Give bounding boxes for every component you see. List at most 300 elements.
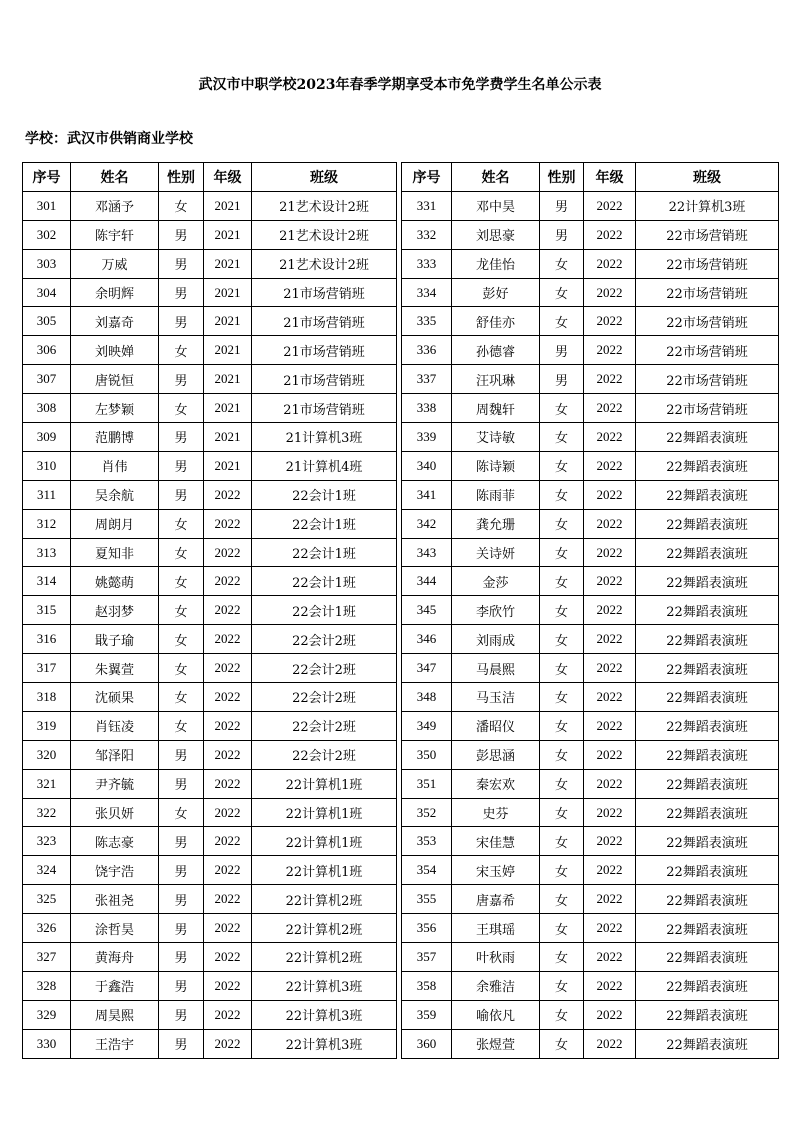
cell-name: 肖钰凌: [71, 711, 159, 740]
cell-gender: 男: [540, 220, 584, 249]
cell-name: 张贝妍: [71, 798, 159, 827]
school-label: 学校：武汉市供销商业学校: [25, 131, 193, 147]
cell-name: 陈志豪: [71, 827, 159, 856]
table-row: [402, 307, 779, 336]
cell-name: 刘雨成: [452, 625, 540, 654]
cell-gender: 男: [159, 885, 204, 914]
cell-grade: 2022: [584, 394, 636, 423]
cell-class: 21艺术设计2班: [252, 220, 397, 249]
cell-name: 邓中昊: [452, 191, 540, 220]
cell-number: 309: [23, 423, 71, 452]
cell-class: 22市场营销班: [636, 365, 779, 394]
cell-class: 22计算机1班: [252, 827, 397, 856]
cell-gender: 女: [540, 711, 584, 740]
cell-name: 马晨熙: [452, 654, 540, 683]
cell-gender: 女: [540, 914, 584, 943]
cell-name: 万威: [71, 249, 159, 278]
table-row: [402, 856, 779, 885]
cell-name: 陈宇轩: [71, 220, 159, 249]
cell-name: 余明辉: [71, 278, 159, 307]
table-row: [402, 654, 779, 683]
cell-grade: 2021: [204, 451, 252, 480]
cell-class: 22舞蹈表演班: [636, 451, 779, 480]
cell-grade: 2022: [584, 538, 636, 567]
table-row: [23, 798, 397, 827]
cell-class: 21市场营销班: [252, 336, 397, 365]
table-row: [402, 249, 779, 278]
cell-name: 关诗妍: [452, 538, 540, 567]
cell-gender: 女: [159, 394, 204, 423]
cell-grade: 2022: [584, 307, 636, 336]
cell-grade: 2021: [204, 365, 252, 394]
cell-gender: 男: [159, 249, 204, 278]
table-row: [23, 769, 397, 798]
cell-gender: 女: [540, 307, 584, 336]
header-gender: 性别: [159, 163, 204, 192]
cell-name: 涂哲昊: [71, 914, 159, 943]
cell-class: 21计算机3班: [252, 423, 397, 452]
header-number: 序号: [402, 163, 452, 192]
cell-grade: 2022: [204, 509, 252, 538]
cell-gender: 女: [159, 798, 204, 827]
cell-number: 322: [23, 798, 71, 827]
cell-number: 343: [402, 538, 452, 567]
cell-class: 21市场营销班: [252, 278, 397, 307]
cell-class: 22会计1班: [252, 567, 397, 596]
cell-class: 22舞蹈表演班: [636, 914, 779, 943]
cell-class: 22会计1班: [252, 538, 397, 567]
cell-name: 唐嘉希: [452, 885, 540, 914]
table-row: [23, 249, 397, 278]
cell-class: 22市场营销班: [636, 394, 779, 423]
cell-grade: 2022: [204, 943, 252, 972]
cell-number: 338: [402, 394, 452, 423]
table-row: [402, 220, 779, 249]
cell-gender: 女: [540, 596, 584, 625]
cell-class: 22舞蹈表演班: [636, 683, 779, 712]
cell-name: 艾诗敏: [452, 423, 540, 452]
cell-grade: 2022: [204, 1029, 252, 1058]
cell-grade: 2022: [204, 914, 252, 943]
cell-number: 346: [402, 625, 452, 654]
table-row: [23, 480, 397, 509]
cell-class: 22舞蹈表演班: [636, 943, 779, 972]
table-row: [402, 480, 779, 509]
cell-gender: 男: [159, 769, 204, 798]
cell-grade: 2022: [584, 914, 636, 943]
cell-grade: 2022: [204, 683, 252, 712]
cell-gender: 女: [159, 567, 204, 596]
table-row: [23, 394, 397, 423]
table-row: [402, 567, 779, 596]
cell-gender: 女: [159, 654, 204, 683]
cell-class: 22舞蹈表演班: [636, 654, 779, 683]
cell-grade: 2022: [204, 827, 252, 856]
cell-grade: 2022: [584, 336, 636, 365]
cell-grade: 2022: [204, 856, 252, 885]
table-row: [23, 711, 397, 740]
cell-gender: 男: [159, 278, 204, 307]
cell-gender: 女: [159, 336, 204, 365]
cell-name: 黄海舟: [71, 943, 159, 972]
cell-grade: 2021: [204, 278, 252, 307]
cell-class: 22舞蹈表演班: [636, 740, 779, 769]
cell-class: 22舞蹈表演班: [636, 827, 779, 856]
cell-number: 320: [23, 740, 71, 769]
cell-number: 359: [402, 1000, 452, 1029]
cell-class: 22市场营销班: [636, 249, 779, 278]
cell-class: 22舞蹈表演班: [636, 798, 779, 827]
cell-gender: 女: [540, 423, 584, 452]
table-row: [402, 769, 779, 798]
cell-number: 326: [23, 914, 71, 943]
cell-name: 唐锐恒: [71, 365, 159, 394]
cell-class: 22计算机1班: [252, 769, 397, 798]
table-row: [23, 596, 397, 625]
cell-name: 宋佳慧: [452, 827, 540, 856]
cell-number: 352: [402, 798, 452, 827]
cell-number: 335: [402, 307, 452, 336]
cell-grade: 2022: [584, 451, 636, 480]
cell-class: 22舞蹈表演班: [636, 885, 779, 914]
cell-gender: 女: [540, 538, 584, 567]
cell-grade: 2022: [584, 798, 636, 827]
cell-gender: 女: [159, 191, 204, 220]
cell-gender: 女: [159, 509, 204, 538]
table-row: [402, 191, 779, 220]
cell-number: 360: [402, 1029, 452, 1058]
table-body-right: [402, 191, 779, 1058]
cell-grade: 2021: [204, 307, 252, 336]
cell-number: 334: [402, 278, 452, 307]
table-row: [402, 1000, 779, 1029]
cell-grade: 2022: [584, 885, 636, 914]
cell-gender: 女: [540, 654, 584, 683]
table-row: [23, 423, 397, 452]
cell-grade: 2022: [204, 596, 252, 625]
cell-gender: 女: [540, 509, 584, 538]
cell-name: 秦宏欢: [452, 769, 540, 798]
cell-class: 22计算机3班: [636, 191, 779, 220]
cell-grade: 2022: [204, 971, 252, 1000]
table-row: [23, 278, 397, 307]
cell-name: 喻依凡: [452, 1000, 540, 1029]
cell-name: 余雅洁: [452, 971, 540, 1000]
table-row: [23, 191, 397, 220]
cell-class: 22舞蹈表演班: [636, 423, 779, 452]
cell-class: 22舞蹈表演班: [636, 971, 779, 1000]
cell-class: 22市场营销班: [636, 307, 779, 336]
cell-gender: 女: [159, 596, 204, 625]
header-class: 班级: [252, 163, 397, 192]
cell-gender: 男: [159, 365, 204, 394]
table-row: [402, 971, 779, 1000]
cell-name: 赵羽梦: [71, 596, 159, 625]
table-row: [23, 827, 397, 856]
cell-gender: 女: [540, 943, 584, 972]
cell-number: 330: [23, 1029, 71, 1058]
cell-grade: 2022: [204, 480, 252, 509]
cell-number: 323: [23, 827, 71, 856]
student-table-right: [401, 162, 779, 1059]
cell-grade: 2022: [204, 625, 252, 654]
cell-number: 348: [402, 683, 452, 712]
table-row: [402, 394, 779, 423]
table-row: [23, 1029, 397, 1058]
cell-name: 尹齐毓: [71, 769, 159, 798]
cell-number: 316: [23, 625, 71, 654]
cell-grade: 2022: [584, 711, 636, 740]
cell-name: 周朗月: [71, 509, 159, 538]
table-header-row: [23, 163, 397, 192]
cell-name: 张煜萱: [452, 1029, 540, 1058]
cell-gender: 女: [540, 971, 584, 1000]
cell-grade: 2022: [584, 683, 636, 712]
cell-number: 354: [402, 856, 452, 885]
cell-number: 324: [23, 856, 71, 885]
cell-number: 318: [23, 683, 71, 712]
table-row: [23, 336, 397, 365]
cell-gender: 男: [159, 307, 204, 336]
cell-gender: 男: [159, 740, 204, 769]
table-row: [23, 943, 397, 972]
table-row: [23, 451, 397, 480]
cell-grade: 2021: [204, 336, 252, 365]
table-row: [23, 885, 397, 914]
cell-number: 337: [402, 365, 452, 394]
cell-class: 21市场营销班: [252, 307, 397, 336]
cell-class: 22会计2班: [252, 683, 397, 712]
cell-grade: 2021: [204, 423, 252, 452]
table-row: [402, 740, 779, 769]
cell-class: 22计算机3班: [252, 1000, 397, 1029]
cell-name: 金莎: [452, 567, 540, 596]
table-row: [402, 885, 779, 914]
cell-class: 22舞蹈表演班: [636, 596, 779, 625]
cell-gender: 女: [159, 625, 204, 654]
cell-grade: 2022: [584, 191, 636, 220]
cell-gender: 女: [540, 740, 584, 769]
cell-number: 342: [402, 509, 452, 538]
cell-gender: 女: [540, 451, 584, 480]
cell-gender: 男: [159, 1000, 204, 1029]
cell-class: 22计算机2班: [252, 885, 397, 914]
cell-name: 陈诗颖: [452, 451, 540, 480]
cell-number: 303: [23, 249, 71, 278]
header-number: 序号: [23, 163, 71, 192]
cell-grade: 2022: [584, 220, 636, 249]
cell-gender: 女: [540, 1029, 584, 1058]
cell-class: 22计算机3班: [252, 971, 397, 1000]
cell-gender: 女: [540, 249, 584, 278]
cell-name: 潘昭仪: [452, 711, 540, 740]
cell-class: 22舞蹈表演班: [636, 711, 779, 740]
header-gender: 性别: [540, 163, 584, 192]
cell-number: 332: [402, 220, 452, 249]
cell-name: 李欣竹: [452, 596, 540, 625]
cell-gender: 女: [540, 278, 584, 307]
cell-class: 22市场营销班: [636, 220, 779, 249]
cell-name: 汪巩琳: [452, 365, 540, 394]
cell-grade: 2021: [204, 394, 252, 423]
cell-gender: 女: [540, 798, 584, 827]
cell-name: 饶宇浩: [71, 856, 159, 885]
cell-gender: 男: [540, 191, 584, 220]
cell-name: 叶秋雨: [452, 943, 540, 972]
cell-number: 356: [402, 914, 452, 943]
cell-name: 王琪瑶: [452, 914, 540, 943]
cell-gender: 男: [159, 1029, 204, 1058]
table-row: [23, 856, 397, 885]
cell-name: 邹泽阳: [71, 740, 159, 769]
cell-number: 347: [402, 654, 452, 683]
cell-class: 22舞蹈表演班: [636, 538, 779, 567]
table-row: [23, 509, 397, 538]
cell-number: 312: [23, 509, 71, 538]
cell-gender: 女: [540, 394, 584, 423]
cell-class: 22舞蹈表演班: [636, 769, 779, 798]
cell-number: 349: [402, 711, 452, 740]
cell-gender: 男: [159, 943, 204, 972]
table-row: [23, 654, 397, 683]
cell-number: 319: [23, 711, 71, 740]
cell-number: 350: [402, 740, 452, 769]
cell-number: 305: [23, 307, 71, 336]
cell-number: 327: [23, 943, 71, 972]
cell-gender: 女: [540, 683, 584, 712]
cell-name: 彭思涵: [452, 740, 540, 769]
cell-name: 龙佳怡: [452, 249, 540, 278]
cell-name: 于鑫浩: [71, 971, 159, 1000]
cell-name: 沈硕果: [71, 683, 159, 712]
cell-name: 宋玉婷: [452, 856, 540, 885]
cell-number: 353: [402, 827, 452, 856]
table-row: [23, 625, 397, 654]
cell-class: 22舞蹈表演班: [636, 1029, 779, 1058]
cell-name: 左梦颖: [71, 394, 159, 423]
cell-grade: 2022: [204, 769, 252, 798]
table-row: [402, 827, 779, 856]
cell-number: 358: [402, 971, 452, 1000]
cell-class: 22会计1班: [252, 480, 397, 509]
cell-number: 304: [23, 278, 71, 307]
cell-name: 马玉洁: [452, 683, 540, 712]
cell-class: 21艺术设计2班: [252, 191, 397, 220]
cell-grade: 2022: [584, 1000, 636, 1029]
cell-gender: 女: [540, 856, 584, 885]
table-row: [23, 740, 397, 769]
cell-class: 22计算机3班: [252, 1029, 397, 1058]
cell-grade: 2022: [584, 1029, 636, 1058]
cell-class: 22舞蹈表演班: [636, 856, 779, 885]
cell-number: 310: [23, 451, 71, 480]
cell-number: 329: [23, 1000, 71, 1029]
cell-grade: 2022: [584, 769, 636, 798]
cell-number: 307: [23, 365, 71, 394]
cell-class: 22市场营销班: [636, 278, 779, 307]
table-row: [402, 1029, 779, 1058]
cell-grade: 2022: [204, 567, 252, 596]
cell-grade: 2022: [204, 711, 252, 740]
cell-class: 22计算机2班: [252, 914, 397, 943]
cell-number: 357: [402, 943, 452, 972]
cell-name: 龚允珊: [452, 509, 540, 538]
cell-class: 22市场营销班: [636, 336, 779, 365]
table-row: [23, 365, 397, 394]
cell-gender: 女: [540, 885, 584, 914]
cell-number: 308: [23, 394, 71, 423]
cell-grade: 2022: [204, 654, 252, 683]
cell-class: 21市场营销班: [252, 394, 397, 423]
cell-class: 22舞蹈表演班: [636, 625, 779, 654]
cell-class: 22舞蹈表演班: [636, 1000, 779, 1029]
cell-name: 姚懿萌: [71, 567, 159, 596]
cell-class: 22会计1班: [252, 509, 397, 538]
cell-class: 22舞蹈表演班: [636, 480, 779, 509]
cell-number: 355: [402, 885, 452, 914]
table-row: [402, 451, 779, 480]
cell-name: 张祖尧: [71, 885, 159, 914]
cell-grade: 2022: [584, 278, 636, 307]
table-row: [23, 1000, 397, 1029]
cell-number: 340: [402, 451, 452, 480]
cell-gender: 男: [540, 365, 584, 394]
cell-name: 史芬: [452, 798, 540, 827]
cell-gender: 男: [540, 336, 584, 365]
table-header-row: [402, 163, 779, 192]
table-body-left: [23, 191, 397, 1058]
cell-grade: 2022: [584, 596, 636, 625]
cell-number: 344: [402, 567, 452, 596]
cell-name: 舒佳亦: [452, 307, 540, 336]
cell-number: 311: [23, 480, 71, 509]
cell-number: 331: [402, 191, 452, 220]
cell-grade: 2022: [204, 740, 252, 769]
cell-gender: 女: [540, 625, 584, 654]
cell-number: 325: [23, 885, 71, 914]
cell-name: 刘思豪: [452, 220, 540, 249]
cell-class: 22计算机1班: [252, 856, 397, 885]
cell-name: 刘映婵: [71, 336, 159, 365]
cell-name: 夏知非: [71, 538, 159, 567]
cell-class: 22会计2班: [252, 654, 397, 683]
cell-grade: 2021: [204, 249, 252, 278]
cell-grade: 2022: [584, 249, 636, 278]
cell-gender: 女: [159, 711, 204, 740]
table-row: [23, 567, 397, 596]
cell-class: 22舞蹈表演班: [636, 509, 779, 538]
header-grade: 年级: [584, 163, 636, 192]
cell-grade: 2022: [584, 971, 636, 1000]
cell-grade: 2022: [584, 567, 636, 596]
cell-gender: 男: [159, 423, 204, 452]
cell-class: 22会计1班: [252, 596, 397, 625]
cell-gender: 女: [540, 827, 584, 856]
cell-name: 陈雨菲: [452, 480, 540, 509]
table-row: [402, 683, 779, 712]
table-row: [402, 798, 779, 827]
cell-grade: 2022: [204, 538, 252, 567]
cell-grade: 2021: [204, 191, 252, 220]
cell-number: 313: [23, 538, 71, 567]
cell-class: 22计算机1班: [252, 798, 397, 827]
header-grade: 年级: [204, 163, 252, 192]
cell-class: 22会计2班: [252, 740, 397, 769]
page-title: 武汉市中职学校2023年春季学期享受本市免学费学生名单公示表: [198, 77, 602, 93]
cell-number: 328: [23, 971, 71, 1000]
cell-grade: 2021: [204, 220, 252, 249]
cell-grade: 2022: [584, 827, 636, 856]
